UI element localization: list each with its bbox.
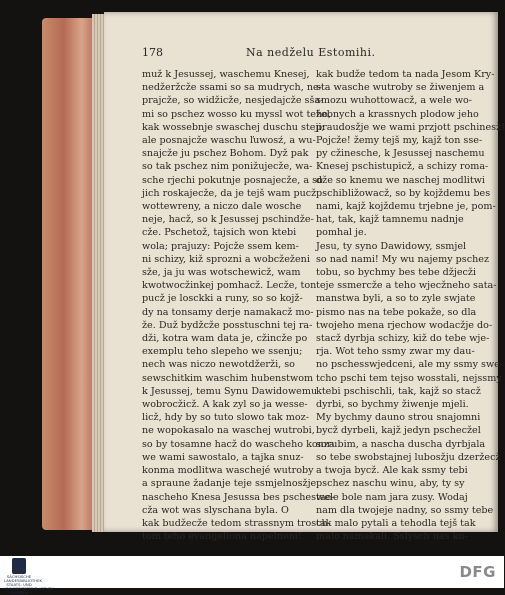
text-line: so tebe swobstajnej lubosžju dzeržecž bbox=[316, 451, 501, 463]
left-text-column bbox=[142, 68, 335, 543]
text-line: pschibližowacž, so by kojždemu bes bbox=[316, 187, 491, 199]
text-line: hat, tak, kajž tamnemu nadnje bbox=[316, 214, 464, 226]
text-line: dyrbi, so bychmy žiwenje mjeli. bbox=[316, 399, 469, 411]
text-line: nech was niczo newotdžerži, so bbox=[142, 359, 295, 371]
text-line: so by tosamne hacž do wascheho konza bbox=[142, 438, 335, 450]
text-line: bycž dyrbeli, kajž jedyn pschecžel bbox=[316, 425, 481, 437]
text-line: nam dla twojeje nadny, so ssmy tebe bbox=[316, 504, 494, 516]
text-line: cža wot was slyschana byla. O bbox=[142, 504, 289, 516]
text-line: twojeho mena rjechow wodacžje do- bbox=[316, 319, 493, 331]
text-line: wola; prajuzy: Pojcže ssem kem- bbox=[142, 240, 299, 252]
text-line: nedžeržcže ssami so sa mudrych, ne- bbox=[142, 82, 322, 94]
text-line: My bychmy dauno strou snajomni bbox=[316, 412, 481, 424]
text-line: pomhal je. bbox=[316, 227, 367, 239]
text-line: a twoja bycž. Ale kak ssmy tebi bbox=[316, 465, 468, 477]
text-line: konma modlitwa waschejé wutroby bbox=[142, 465, 314, 477]
text-line: wele bole nam jara zusy. Wodaj bbox=[316, 491, 468, 503]
text-line: neje, hacž, so k Jesussej pschindže- bbox=[142, 214, 314, 226]
text-line: muž k Jesussej, waschemu Knesej, bbox=[142, 69, 310, 80]
dfg-logo: DFG bbox=[459, 563, 496, 581]
slub-logo bbox=[4, 558, 54, 595]
text-line: smozu wuhottowacž, a wele wo- bbox=[316, 95, 473, 107]
text-line: exemplu teho slepeho we ssenju; bbox=[142, 346, 303, 358]
text-line: prajcže, so widžicže, nesjedajcže sša- bbox=[142, 95, 324, 107]
text-line: ni schizy, kiž sprozni a wobcžeženi bbox=[142, 253, 310, 265]
text-line: no pschesswjedceni, ale my ssmy swe- bbox=[316, 359, 504, 371]
text-line: žebnych a krassnych plodow jeho bbox=[316, 108, 479, 120]
text-line: tak malo pytali a tehodla tejš tak bbox=[316, 517, 476, 529]
text-line: sta wasche wutroby se žiwenjem a bbox=[316, 82, 485, 94]
text-line: ne wopokasalo na waschej wutrobi, bbox=[142, 425, 315, 437]
text-line: licž, hdy by so tuto slowo tak moz- bbox=[142, 412, 309, 424]
text-line: nascheho Knesa Jesussa bes pschestae- bbox=[142, 491, 335, 503]
text-line: kak budže tedom ta nada Jesom Kry- bbox=[316, 69, 495, 80]
text-line: ktebi pschischli, tak, kajž so stacž bbox=[316, 385, 481, 397]
text-line: tom teho evangeliona napelneni! bbox=[142, 531, 302, 543]
text-line: sže, ja ju was wotschewicž, wam bbox=[142, 267, 301, 279]
text-line: pschez naschu winu, aby, ty sy bbox=[316, 478, 465, 490]
right-text-column bbox=[316, 68, 505, 543]
text-line: malo namakali. Sslysch nas ku- bbox=[316, 531, 468, 543]
text-line: sorubim, a nascha duscha dyrbjala bbox=[316, 438, 486, 450]
text-line: mi so pschez wosso ku myssl wot teho, bbox=[142, 108, 331, 120]
text-line: dy na tonsamy derje namakacž mo- bbox=[142, 306, 314, 318]
text-line: Knesej pschistupicž, a schizy roma- bbox=[316, 161, 489, 173]
text-line: tobu, so bychmy bes tebe džjecži bbox=[316, 267, 477, 279]
slub-logo-text: SÄCHSISCHE LANDESBIBLIOTHEK STAATS- UND UNIVERSITÄTSBIBLIOTHEK DRESDEN bbox=[4, 574, 54, 595]
text-line: dže so knemu we naschej modlitwi bbox=[316, 174, 485, 186]
text-line: praudosžje we wami przjott pschinesž! bbox=[316, 121, 505, 133]
text-line: so tak pschez nim ponižujecže, wa- bbox=[142, 161, 313, 173]
footer-bar bbox=[0, 556, 504, 595]
running-head: Na nedželu Estomihi. bbox=[246, 46, 376, 59]
text-line: stacž dyrbja schizy, kiž do tebe wje- bbox=[316, 333, 490, 345]
text-line: sewschitkim waschim hubenstwom bbox=[142, 372, 314, 384]
text-line: tcho pschi tem tejso wosstali, nejssmy bbox=[316, 372, 502, 384]
text-line: manstwa byli, a so to zyle swjate bbox=[316, 293, 476, 305]
text-line: dži, kotra wam data je, cžincže po bbox=[142, 333, 308, 345]
text-line: pucž je losckki a runy, so so kojž- bbox=[142, 293, 303, 305]
text-line: jich roskajecže, da je tejš wam pucž bbox=[142, 187, 317, 199]
text-line: Pojcže! žemy tejš my, kajž ton sse- bbox=[316, 135, 483, 147]
text-line: cže. Pschetož, tajsich won ktebi bbox=[142, 227, 297, 239]
text-line: a spraune žadanje teje ssmjelnosžje bbox=[142, 478, 317, 490]
text-line: wottewreny, a niczo dale wosche bbox=[142, 201, 302, 213]
text-line: pismo nas na tebe pokaže, so dla bbox=[316, 306, 477, 318]
text-line: wobrocžicž. A kak zyl so ja wesse- bbox=[142, 399, 308, 411]
text-line: ale posnajcže waschu ľuwosź, a wu- bbox=[142, 135, 316, 147]
text-line: teje ssmercže a teho wjecžneho sata- bbox=[316, 280, 497, 292]
text-line: že. Duž bydžcže posstuschni tej ra- bbox=[142, 319, 313, 331]
text-line: kak wossebnje swaschej duschu steji; bbox=[142, 121, 325, 133]
page-header bbox=[142, 46, 482, 64]
slub-logo-mark-icon bbox=[12, 558, 26, 574]
text-line: k Jesussej, temu Synu Dawidowemu bbox=[142, 385, 318, 397]
text-line: nami, kajž kojždemu trjebne je, pom- bbox=[316, 201, 496, 213]
text-line: rja. Wot teho ssmy zwar my dau- bbox=[316, 346, 475, 358]
text-line: so nad nami! My wu najemy pschez bbox=[316, 253, 490, 265]
page-number: 178 bbox=[142, 46, 163, 59]
text-line: Jesu, ty syno Dawidowy, ssmjel bbox=[316, 240, 467, 252]
text-line: snajcže ju pschez Bohom. Dyž pak bbox=[142, 148, 309, 160]
text-line: sche rjechi pokutnje posnajecže, a so bbox=[142, 174, 323, 186]
text-line: we wami sawostalo, a tajka snuz- bbox=[142, 451, 304, 463]
text-line: kwotwocžinkej pomhacž. Lecže, ton bbox=[142, 280, 317, 292]
text-line: kak budžecže tedom strassnym trosch- bbox=[142, 517, 331, 529]
text-line: py cžinesche, k Jesussej naschemu bbox=[316, 148, 485, 160]
